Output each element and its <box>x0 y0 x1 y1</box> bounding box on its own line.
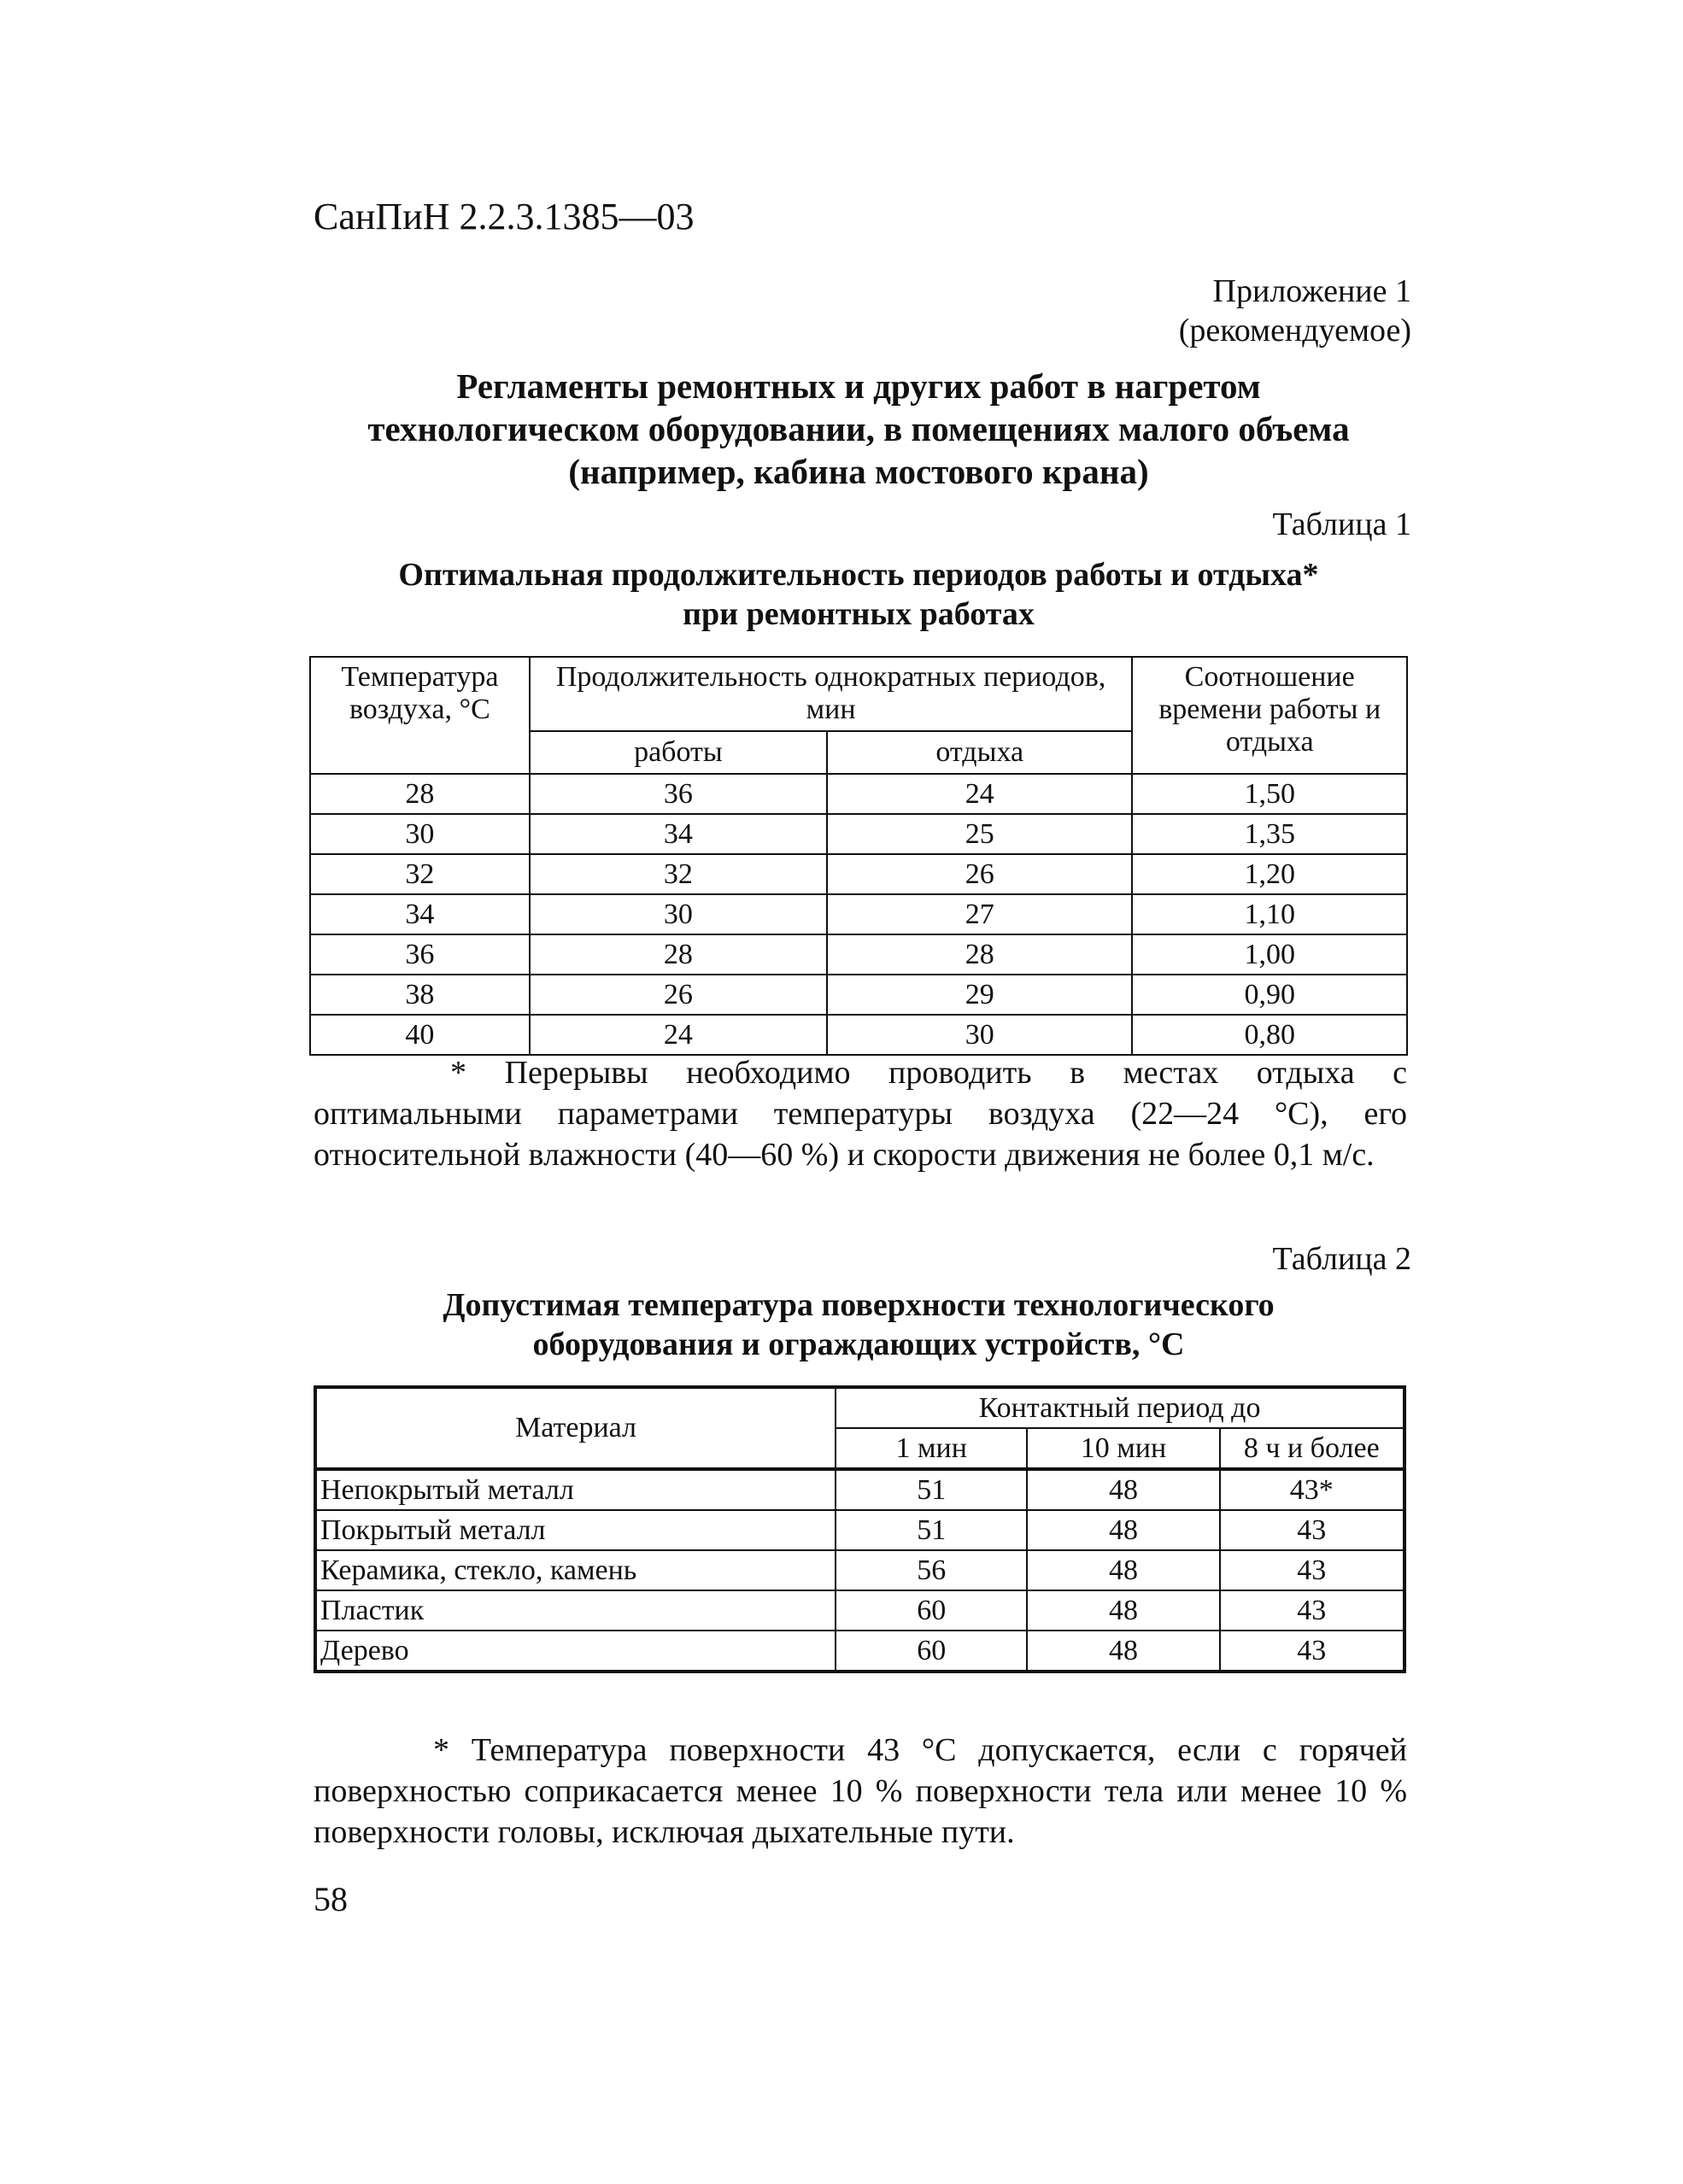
table-cell: Дерево <box>315 1631 836 1672</box>
table-cell: 1,10 <box>1132 894 1407 934</box>
table2-footnote: * Температура поверхности 43 °С допускается, если с горячей поверхностью соприкасается менее 10 % поверхности тела или менее 10 % поверхности головы, исключая дыхательные пути. <box>314 1732 1407 1850</box>
table-cell: Керамика, стекло, камень <box>315 1550 836 1590</box>
table1-title-line: Оптимальная продолжительность периодов работы и отдыха* <box>398 557 1319 593</box>
table-cell: 1,00 <box>1132 934 1407 975</box>
table-cell: 1,50 <box>1132 774 1407 814</box>
table2 <box>314 1385 1406 1673</box>
table-row <box>315 1469 1404 1510</box>
table-cell: 40 <box>310 1015 530 1055</box>
table1-header-duration: Продолжительность однократных периодов, мин <box>530 657 1133 731</box>
appendix-label <box>1179 272 1411 350</box>
table-cell: Покрытый металл <box>315 1510 836 1550</box>
table-cell: 0,90 <box>1132 975 1407 1015</box>
table1-footnote: * Перерывы необходимо проводить в местах отдыха с оптимальными параметрами температуры воздуха (22—24 °С), его относительной влажности (40—60 %) и скорости движения не более 0,1 м/с. <box>314 1055 1407 1173</box>
table-cell: 25 <box>827 814 1132 854</box>
table2-header-material: Материал <box>315 1387 836 1469</box>
table-cell: 30 <box>310 814 530 854</box>
table1-header-rest: отдыха <box>827 731 1132 774</box>
table-cell: 26 <box>530 975 827 1015</box>
table-cell: 27 <box>827 894 1132 934</box>
table-row <box>315 1631 1404 1672</box>
table-cell: 28 <box>827 934 1132 975</box>
table-cell: 48 <box>1027 1590 1219 1631</box>
table-cell: 48 <box>1027 1631 1219 1672</box>
table1-title-line: при ремонтных работах <box>683 596 1035 632</box>
table-cell: Непокрытый металл <box>315 1469 836 1510</box>
table-cell: 48 <box>1027 1550 1219 1590</box>
table-cell: 0,80 <box>1132 1015 1407 1055</box>
table-cell: 43 <box>1220 1550 1404 1590</box>
table-cell: 1,20 <box>1132 854 1407 894</box>
table-row <box>310 814 1407 854</box>
appendix-number: Приложение 1 <box>1212 273 1411 309</box>
main-title-line: (например, кабина мостового крана) <box>568 452 1149 491</box>
table2-label: Таблица 2 <box>1272 1241 1411 1277</box>
table-cell: 32 <box>310 854 530 894</box>
table-row <box>310 934 1407 975</box>
table-cell: 48 <box>1027 1469 1219 1510</box>
appendix-type: (рекомендуемое) <box>1178 313 1411 348</box>
main-title-line: Регламенты ремонтных и других работ в нагретом <box>456 366 1261 406</box>
table-cell: 60 <box>836 1590 1027 1631</box>
table-row <box>315 1510 1404 1550</box>
table1-title <box>308 555 1410 634</box>
table-cell: 28 <box>310 774 530 814</box>
table-cell: 36 <box>310 934 530 975</box>
table-cell: 30 <box>530 894 827 934</box>
table2-title-line: Допустимая температура поверхности технологического <box>443 1287 1275 1323</box>
main-title <box>308 365 1410 493</box>
table-cell: 24 <box>530 1015 827 1055</box>
table-cell: Пластик <box>315 1590 836 1631</box>
table-cell: 60 <box>836 1631 1027 1672</box>
table-cell: 43 <box>1220 1631 1404 1672</box>
table2-title-line: оборудования и ограждающих устройств, °С <box>532 1326 1185 1362</box>
table-cell: 26 <box>827 854 1132 894</box>
table1 <box>309 656 1408 1056</box>
table-cell: 29 <box>827 975 1132 1015</box>
main-title-line: технологическом оборудовании, в помещениях малого объема <box>367 409 1350 448</box>
table2-header-1min: 1 мин <box>836 1428 1027 1469</box>
table-cell: 36 <box>530 774 827 814</box>
table-row <box>315 1590 1404 1631</box>
table-row <box>310 854 1407 894</box>
table-row <box>315 1550 1404 1590</box>
table-cell: 34 <box>310 894 530 934</box>
table-cell: 34 <box>530 814 827 854</box>
table-cell: 56 <box>836 1550 1027 1590</box>
table1-label: Таблица 1 <box>1272 506 1411 542</box>
table-cell: 51 <box>836 1469 1027 1510</box>
table2-title <box>308 1285 1410 1364</box>
table-cell: 43 <box>1220 1510 1404 1550</box>
table-cell: 48 <box>1027 1510 1219 1550</box>
table-cell: 32 <box>530 854 827 894</box>
table-cell: 38 <box>310 975 530 1015</box>
table-row <box>310 774 1407 814</box>
table2-header-10min: 10 мин <box>1027 1428 1219 1469</box>
table-row <box>310 1015 1407 1055</box>
table-cell: 30 <box>827 1015 1132 1055</box>
table-row <box>310 894 1407 934</box>
table-cell: 28 <box>530 934 827 975</box>
table2-header-contact: Контактный период до <box>836 1387 1404 1428</box>
table1-header-ratio: Соотношение времени работы и отдыха <box>1132 657 1407 774</box>
page-number: 58 <box>314 1880 348 1918</box>
table2-header-8h: 8 ч и более <box>1220 1428 1404 1469</box>
table-row <box>310 975 1407 1015</box>
table1-header-temperature: Температура воздуха, °С <box>310 657 530 774</box>
table-cell: 1,35 <box>1132 814 1407 854</box>
table-cell: 43 <box>1220 1590 1404 1631</box>
table1-header-work: работы <box>530 731 827 774</box>
document-header: СанПиН 2.2.3.1385—03 <box>314 196 695 237</box>
table-cell: 51 <box>836 1510 1027 1550</box>
table-cell: 43* <box>1220 1469 1404 1510</box>
table-cell: 24 <box>827 774 1132 814</box>
